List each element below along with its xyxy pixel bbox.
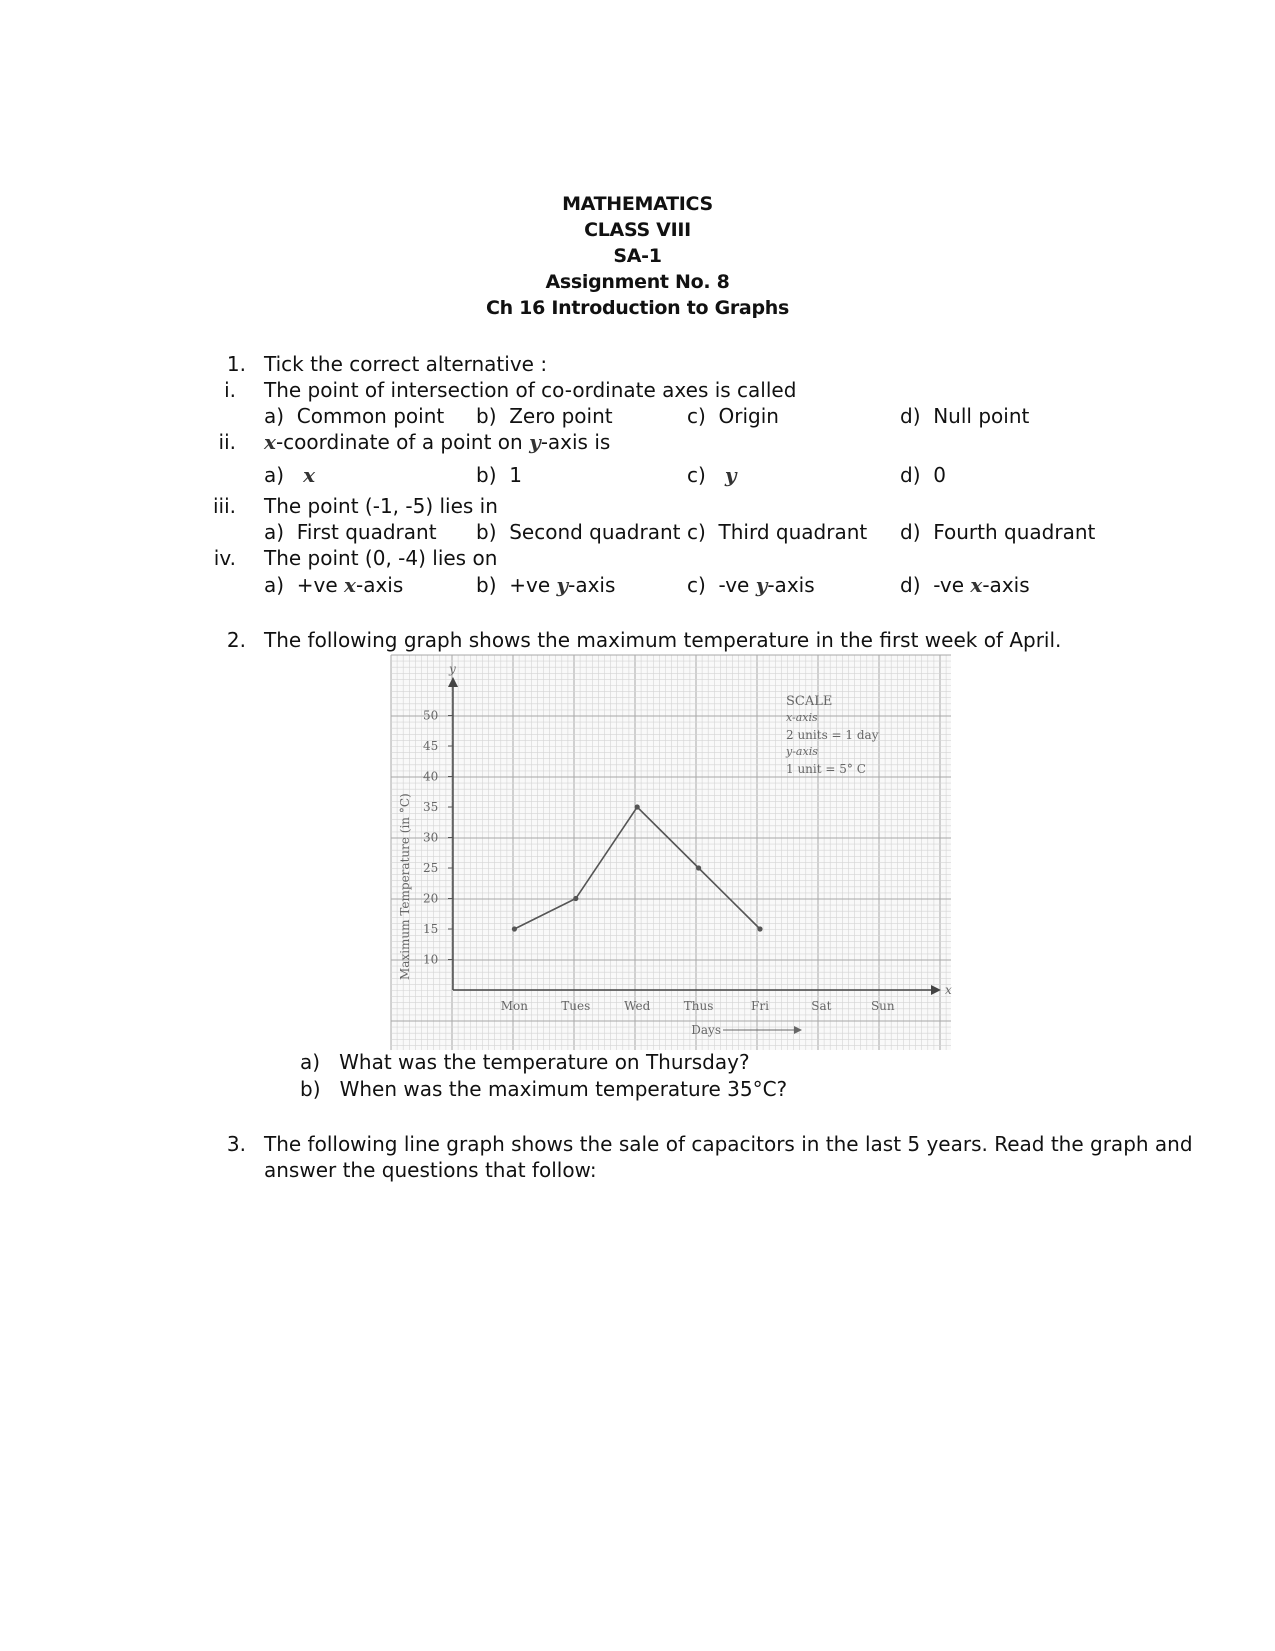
option-letter: b) [476, 463, 497, 487]
y-tick-label: 45 [423, 739, 439, 753]
scale-x-axis: x-axis [786, 711, 818, 724]
x-tick-label: Thus [683, 999, 714, 1013]
option-letter: a) [264, 404, 285, 428]
x-tick-label: Wed [624, 999, 651, 1013]
data-point [512, 926, 517, 931]
q2-sub-b [300, 1077, 787, 1101]
x-tick-label: Tues [561, 999, 591, 1013]
q1-ii-text [264, 430, 610, 454]
option-letter: c) [687, 404, 706, 428]
option-letter: b) [476, 404, 497, 428]
option-text: Zero point [509, 404, 613, 428]
option-letter: d) [900, 520, 921, 544]
y-tick-label: 50 [423, 708, 439, 723]
x-axis-name: x [945, 983, 952, 997]
option-text-suffix: -axis [568, 573, 616, 597]
variable-x: x [344, 573, 356, 597]
q1-iii-option-b[interactable] [476, 520, 681, 544]
variable-y: y [529, 430, 541, 454]
option-letter: c) [687, 520, 706, 544]
data-point [573, 896, 578, 901]
option-letter: d) [900, 573, 921, 597]
q1-iv-roman: iv. [213, 546, 236, 570]
option-text: +ve [509, 573, 557, 597]
sub-letter: a) [300, 1050, 321, 1074]
option-letter: a) [264, 520, 285, 544]
q1-ii-option-b[interactable] [476, 463, 522, 487]
y-tick-label: 15 [423, 922, 439, 936]
variable-x: x [303, 463, 316, 487]
title-class: CLASS VIII [584, 219, 691, 241]
q1-iii-roman: iii. [212, 494, 236, 518]
data-point [635, 804, 640, 809]
y-tick-label: 25 [423, 861, 439, 875]
q1-ii-option-d[interactable] [900, 463, 946, 487]
q1-iv-option-c[interactable] [687, 573, 815, 597]
q1-iv-option-d[interactable] [900, 573, 1030, 597]
q1-ii-roman: ii. [218, 430, 236, 454]
option-letter: a) [264, 463, 285, 487]
scale-y-axis: y-axis [786, 745, 818, 758]
q3-line-1: The following line graph shows the sale of capacitors in the last 5 years. Read the graph and [264, 1132, 1193, 1156]
data-point [757, 926, 762, 931]
option-text: Origin [718, 404, 779, 428]
option-letter: b) [476, 573, 497, 597]
title-term: SA-1 [613, 245, 662, 267]
q1-ii-option-c[interactable] [687, 463, 737, 487]
x-tick-label: Sat [811, 999, 832, 1013]
q1-number: 1. [226, 352, 246, 376]
y-tick-label: 40 [423, 769, 439, 784]
option-text: Second quadrant [509, 520, 681, 544]
scale-title: SCALE [786, 694, 833, 709]
q1-i-roman: i. [224, 378, 236, 402]
option-letter: d) [900, 404, 921, 428]
variable-y: y [755, 573, 768, 597]
option-text: Third quadrant [718, 520, 868, 544]
q1-iv-text: The point (0, -4) lies on [264, 546, 498, 570]
q1-ii-text-a: -coordinate of a point on [275, 430, 530, 454]
sub-text: What was the temperature on Thursday? [339, 1050, 750, 1074]
y-tick-label: 30 [423, 830, 439, 845]
q1-ii-option-a[interactable] [264, 463, 315, 487]
option-letter: a) [264, 573, 285, 597]
scale-y-rule: 1 unit = 5° C [786, 762, 866, 776]
option-letter: c) [687, 463, 706, 487]
q1-i-option-d[interactable] [900, 404, 1029, 428]
q1-iii-text: The point (-1, -5) lies in [264, 494, 498, 518]
q1-iii-option-a[interactable] [264, 520, 437, 544]
option-text: Null point [933, 404, 1030, 428]
x-tick-label: Fri [751, 999, 769, 1013]
option-text-suffix: -axis [355, 573, 404, 597]
variable-x: x [970, 573, 983, 597]
q1-iv-option-b[interactable] [476, 573, 615, 597]
y-tick-label: 10 [423, 952, 439, 967]
y-tick-label: 35 [423, 800, 439, 814]
q1-text: Tick the correct alternative : [264, 352, 548, 376]
temperature-line-chart [391, 655, 951, 1050]
q1-iii-option-d[interactable] [900, 520, 1095, 544]
title-chapter: Ch 16 Introduction to Graphs [486, 297, 789, 319]
option-text-suffix: -axis [982, 573, 1030, 597]
x-tick-label: Mon [500, 999, 529, 1013]
sub-text: When was the maximum temperature 35°C? [339, 1077, 788, 1101]
option-text: Common point [296, 404, 445, 428]
option-text: First quadrant [296, 520, 437, 544]
title-subject: MATHEMATICS [562, 193, 713, 215]
q1-ii-text-b: -axis is [540, 430, 611, 454]
scale-x-rule: 2 units = 1 day [786, 728, 879, 742]
x-tick-label: Sun [870, 999, 895, 1013]
q2-sub-a [300, 1050, 750, 1074]
q1-i-option-b[interactable] [476, 404, 613, 428]
x-axis-label: Days [691, 1023, 721, 1037]
option-text: -ve [718, 573, 756, 597]
option-letter: b) [476, 520, 497, 544]
option-text: 0 [933, 463, 946, 487]
q2-number: 2. [226, 628, 246, 652]
option-letter: d) [900, 463, 921, 487]
q1-iii-option-c[interactable] [687, 520, 867, 544]
q1-iv-option-a[interactable] [264, 573, 403, 597]
y-axis-name: y [449, 662, 456, 676]
q1-i-option-c[interactable] [687, 404, 779, 428]
y-tick-label: 20 [423, 891, 439, 906]
option-text: -ve [933, 573, 971, 597]
option-text: Fourth quadrant [933, 520, 1096, 544]
title-assignment: Assignment No. 8 [545, 271, 730, 293]
option-text: 1 [509, 463, 522, 487]
variable-y: y [556, 573, 569, 597]
option-text-suffix: -axis [767, 573, 815, 597]
q3-line-2: answer the questions that follow: [264, 1158, 597, 1182]
q3-number: 3. [226, 1132, 246, 1156]
sub-letter: b) [300, 1077, 321, 1101]
option-letter: c) [687, 573, 706, 597]
option-text: +ve [296, 573, 345, 597]
q1-i-text: The point of intersection of co-ordinate axes is called [264, 378, 797, 402]
q1-i-option-a[interactable] [264, 404, 444, 428]
q2-text: The following graph shows the maximum temperature in the first week of April. [264, 628, 1062, 652]
y-axis-label: Maximum Temperature (in °C) [398, 793, 412, 980]
variable-y: y [724, 463, 737, 487]
variable-x: x [264, 430, 276, 454]
data-point [696, 865, 701, 870]
